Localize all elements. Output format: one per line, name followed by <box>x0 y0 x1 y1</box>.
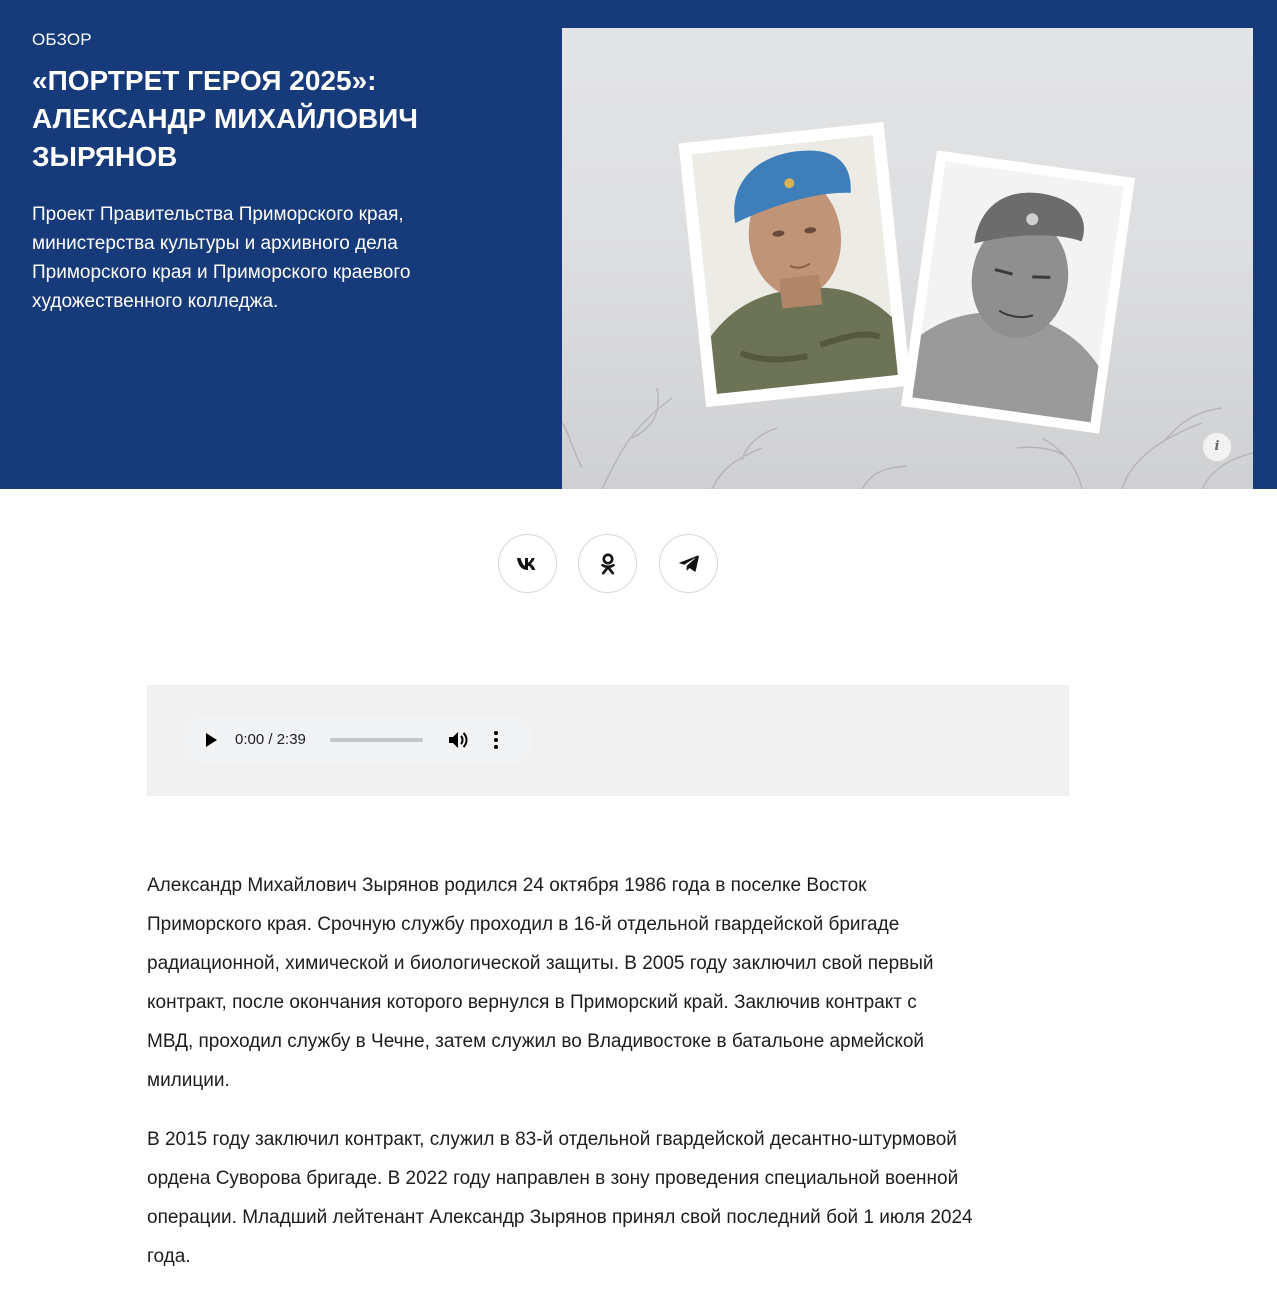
article-paragraph <box>147 866 1072 1100</box>
odnoklassniki-icon <box>601 553 615 575</box>
article-line: операции. Младший лейтенант Александр Зырянов принял свой последний бой 1 июля 2024 <box>147 1207 973 1228</box>
lead-line: министерства культуры и архивного дела <box>32 233 398 254</box>
volume-icon[interactable] <box>448 730 470 750</box>
article-line: года. <box>147 1246 191 1267</box>
photo-card-soldier <box>679 122 912 407</box>
title-line: «ПОРТРЕТ ГЕРОЯ 2025»: <box>32 65 377 96</box>
page-title <box>32 62 532 176</box>
lead-line: художественного колледжа. <box>32 291 279 312</box>
audio-player[interactable] <box>183 715 533 765</box>
article-line: контракт, после окончания которого вернулся в Приморский край. Заключив контракт с <box>147 992 917 1013</box>
share-ok-button[interactable] <box>578 534 637 593</box>
article-line: Александр Михайлович Зырянов родился 24 октября 1986 года в поселке Восток <box>147 875 867 896</box>
article-paragraph <box>147 1120 1072 1276</box>
vk-icon <box>517 557 539 571</box>
hero-image <box>562 28 1253 489</box>
title-line: АЛЕКСАНДР МИХАЙЛОВИЧ <box>32 103 418 134</box>
telegram-icon <box>679 555 699 572</box>
share-vk-button[interactable] <box>498 534 557 593</box>
photo-card-portrait <box>901 150 1135 433</box>
audio-seek-bar[interactable] <box>330 738 423 742</box>
more-vert-icon[interactable] <box>488 730 504 750</box>
lead-line: Приморского края и Приморского краевого <box>32 262 411 283</box>
article-body <box>147 866 1072 1296</box>
audio-panel <box>147 685 1069 796</box>
section-label[interactable]: ОБЗОР <box>32 30 92 49</box>
hero-illustration <box>562 28 1253 489</box>
article-line: ордена Суворова бригаде. В 2022 году направлен в зону проведения специальной военной <box>147 1168 959 1189</box>
article-line: радиационной, химической и биологической защиты. В 2005 году заключил свой первый <box>147 953 934 974</box>
audio-time: 0:00 / 2:39 <box>235 731 306 748</box>
article-line: Приморского края. Срочную службу проходил в 16-й отдельной гвардейской бригаде <box>147 914 900 935</box>
lead-text <box>32 200 502 316</box>
article-line: милиции. <box>147 1070 230 1091</box>
lead-line: Проект Правительства Приморского края, <box>32 204 404 225</box>
image-info-button[interactable]: i <box>1202 432 1232 462</box>
play-icon[interactable] <box>203 732 219 748</box>
title-line: ЗЫРЯНОВ <box>32 141 178 172</box>
share-telegram-button[interactable] <box>659 534 718 593</box>
article-line: МВД, проходил службу в Чечне, затем служил во Владивостоке в батальоне армейской <box>147 1031 925 1052</box>
article-line: В 2015 году заключил контракт, служил в 83-й отдельной гвардейской десантно-штурмовой <box>147 1129 957 1150</box>
